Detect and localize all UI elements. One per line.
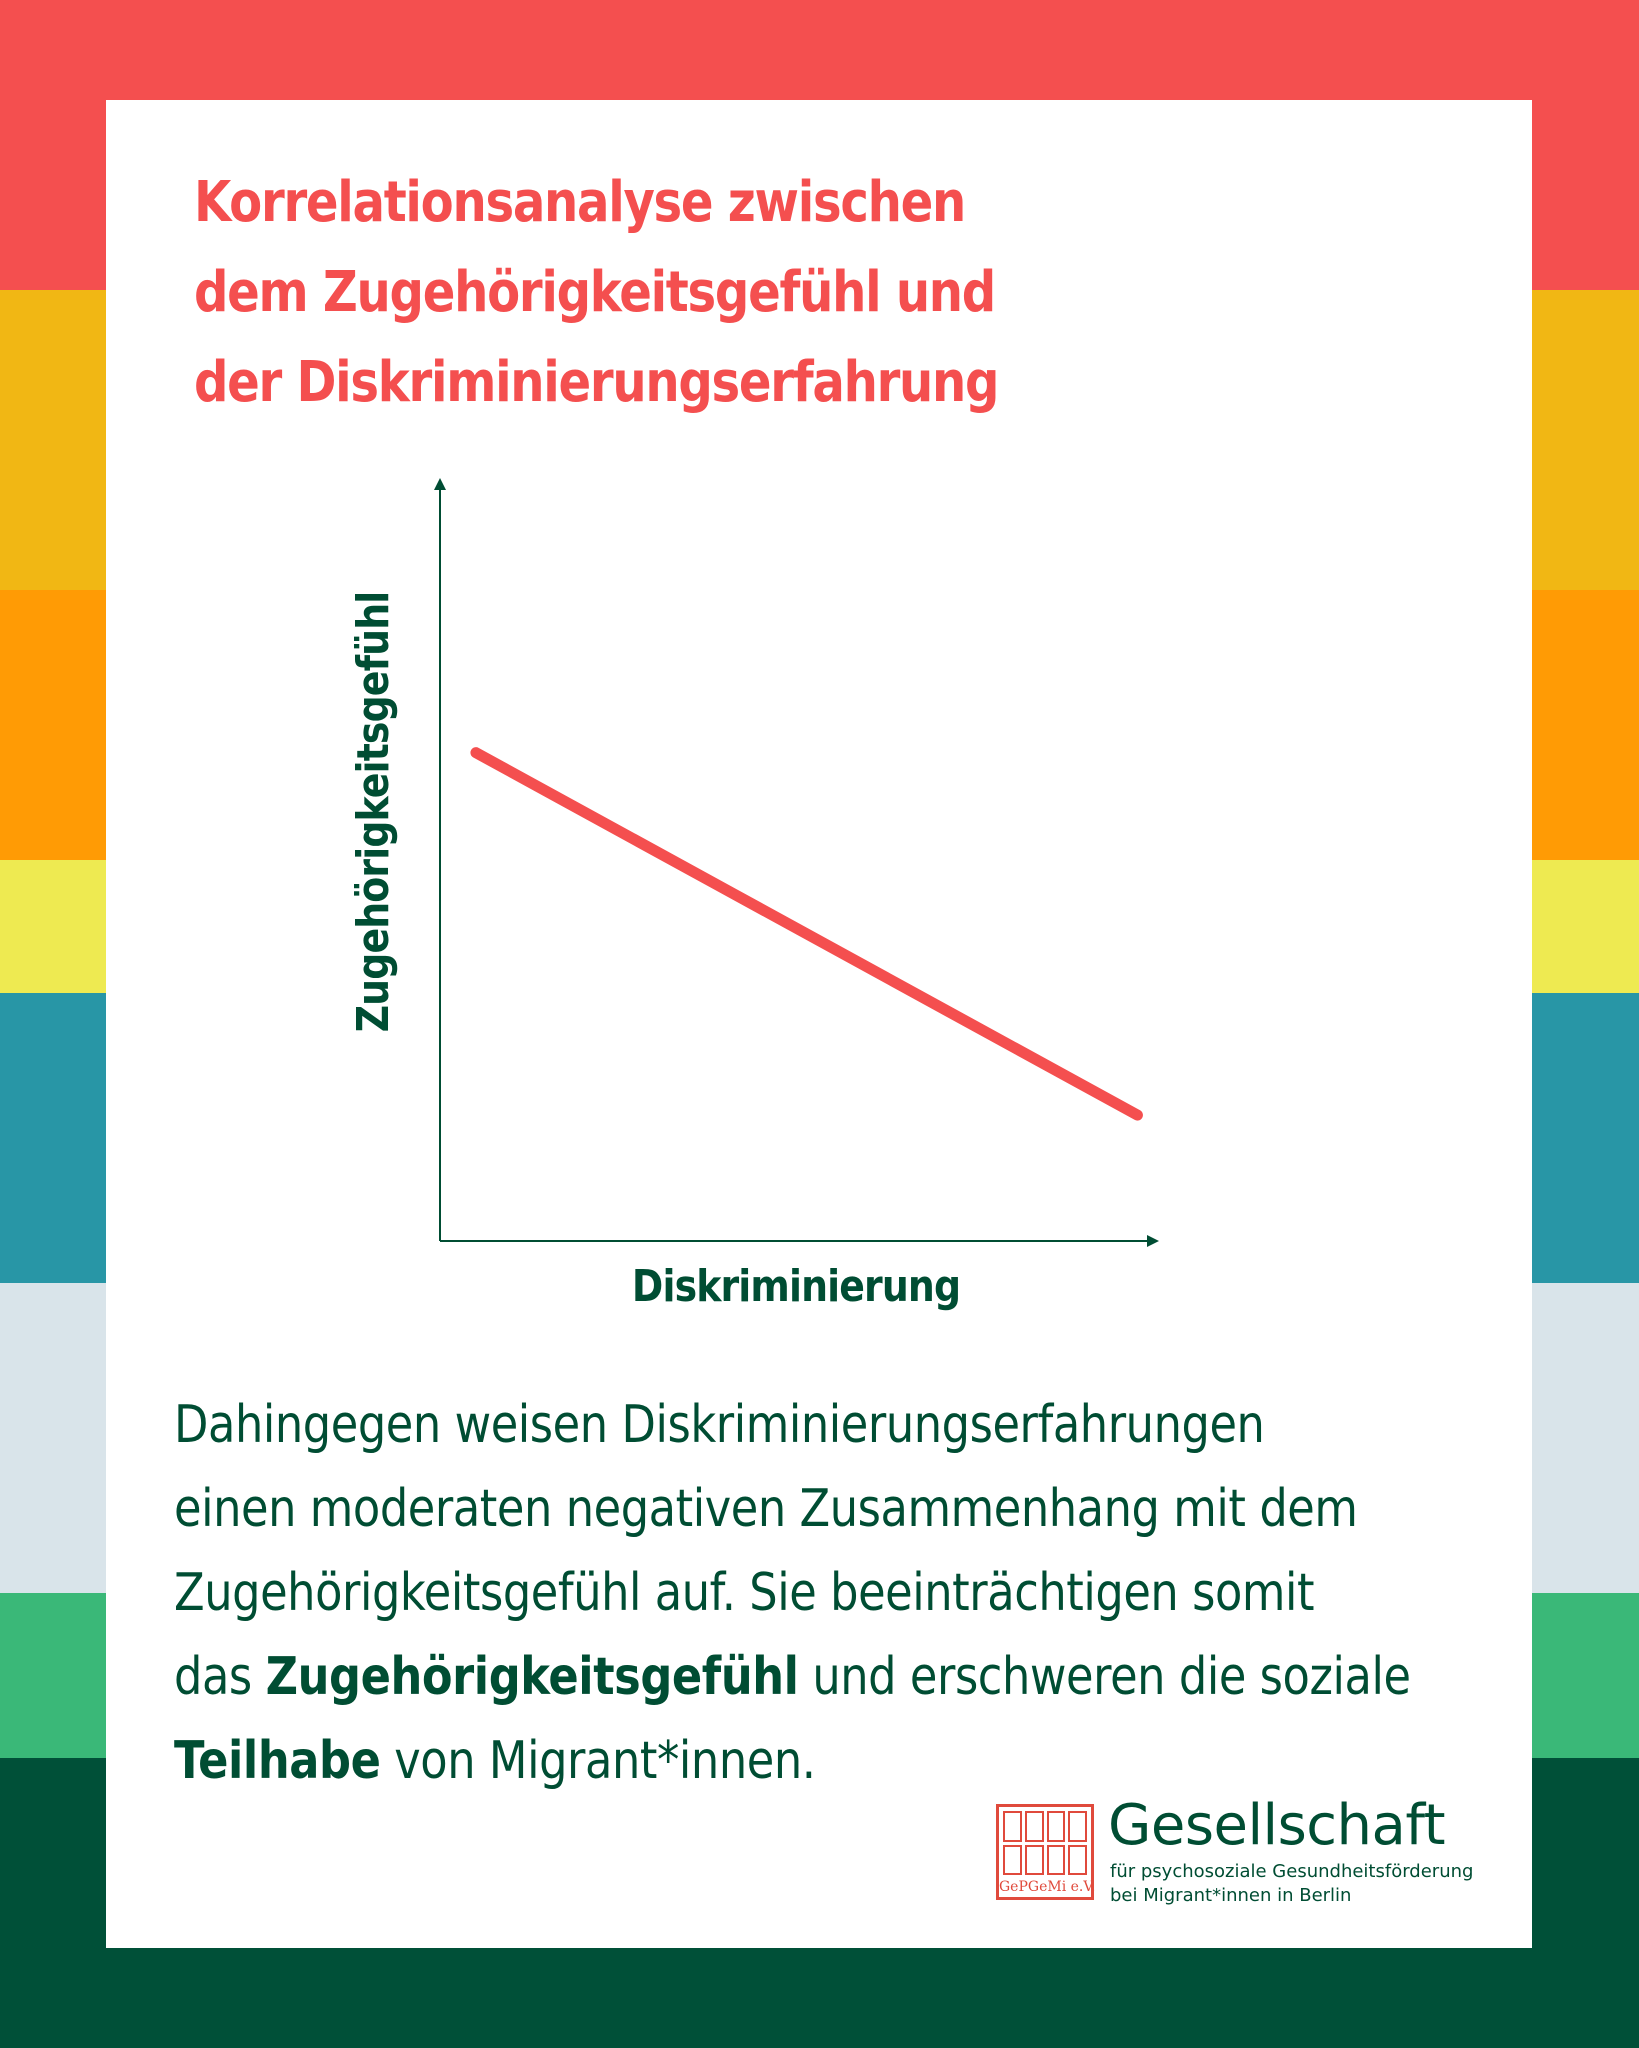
body-line: Zugehörigkeitsgefühl auf. Sie beeinträchtigen somit xyxy=(174,1563,1315,1623)
seal-glyph xyxy=(1068,1845,1087,1876)
title-line: dem Zugehörigkeitsgefühl und xyxy=(194,260,995,325)
seal-stamp-icon xyxy=(996,1804,1094,1900)
logo-subtitle: für psychosoziale Gesundheitsförderung xyxy=(1110,1861,1474,1882)
seal-glyph xyxy=(1047,1845,1066,1876)
seal-text: GePGeMi e.V. xyxy=(999,1879,1096,1895)
seal-glyph xyxy=(1068,1811,1087,1842)
seal-glyph xyxy=(1047,1811,1066,1842)
seal-glyphs xyxy=(1003,1811,1087,1875)
seal-glyph xyxy=(1025,1811,1044,1842)
body-text-segment: das xyxy=(174,1647,266,1707)
seal-glyph xyxy=(1003,1811,1022,1842)
body-text-emphasis: Teilhabe xyxy=(174,1731,381,1791)
body-line: Dahingegen weisen Diskriminierungserfahrungen xyxy=(174,1395,1265,1455)
logo-subtitle: bei Migrant*innen in Berlin xyxy=(1110,1885,1352,1906)
seal-glyph xyxy=(1003,1845,1022,1876)
y-axis-arrow-icon xyxy=(434,478,446,490)
body-line xyxy=(174,1719,1464,1803)
body-line: einen moderaten negativen Zusammenhang mit dem xyxy=(174,1479,1358,1539)
organization-logo xyxy=(990,1793,1510,1910)
body-text xyxy=(174,1383,1464,1803)
x-axis-arrow-icon xyxy=(1147,1235,1159,1247)
content-card xyxy=(106,100,1532,1948)
logo-name: Gesellschaft xyxy=(1108,1793,1446,1858)
y-axis-label: Zugehörigkeitsgefühl xyxy=(347,591,399,1033)
seal-glyph xyxy=(1025,1845,1044,1876)
trend-line xyxy=(476,753,1137,1115)
body-text-segment: von Migrant*innen. xyxy=(380,1731,816,1791)
body-text-emphasis: Zugehörigkeitsgefühl xyxy=(265,1647,799,1707)
title-line: Korrelationsanalyse zwischen xyxy=(194,170,965,235)
x-axis-label: Diskriminierung xyxy=(631,1260,961,1312)
body-line xyxy=(174,1635,1464,1719)
title-line: der Diskriminierungserfahrung xyxy=(194,350,999,415)
body-text-segment: und erschweren die soziale xyxy=(798,1647,1411,1707)
